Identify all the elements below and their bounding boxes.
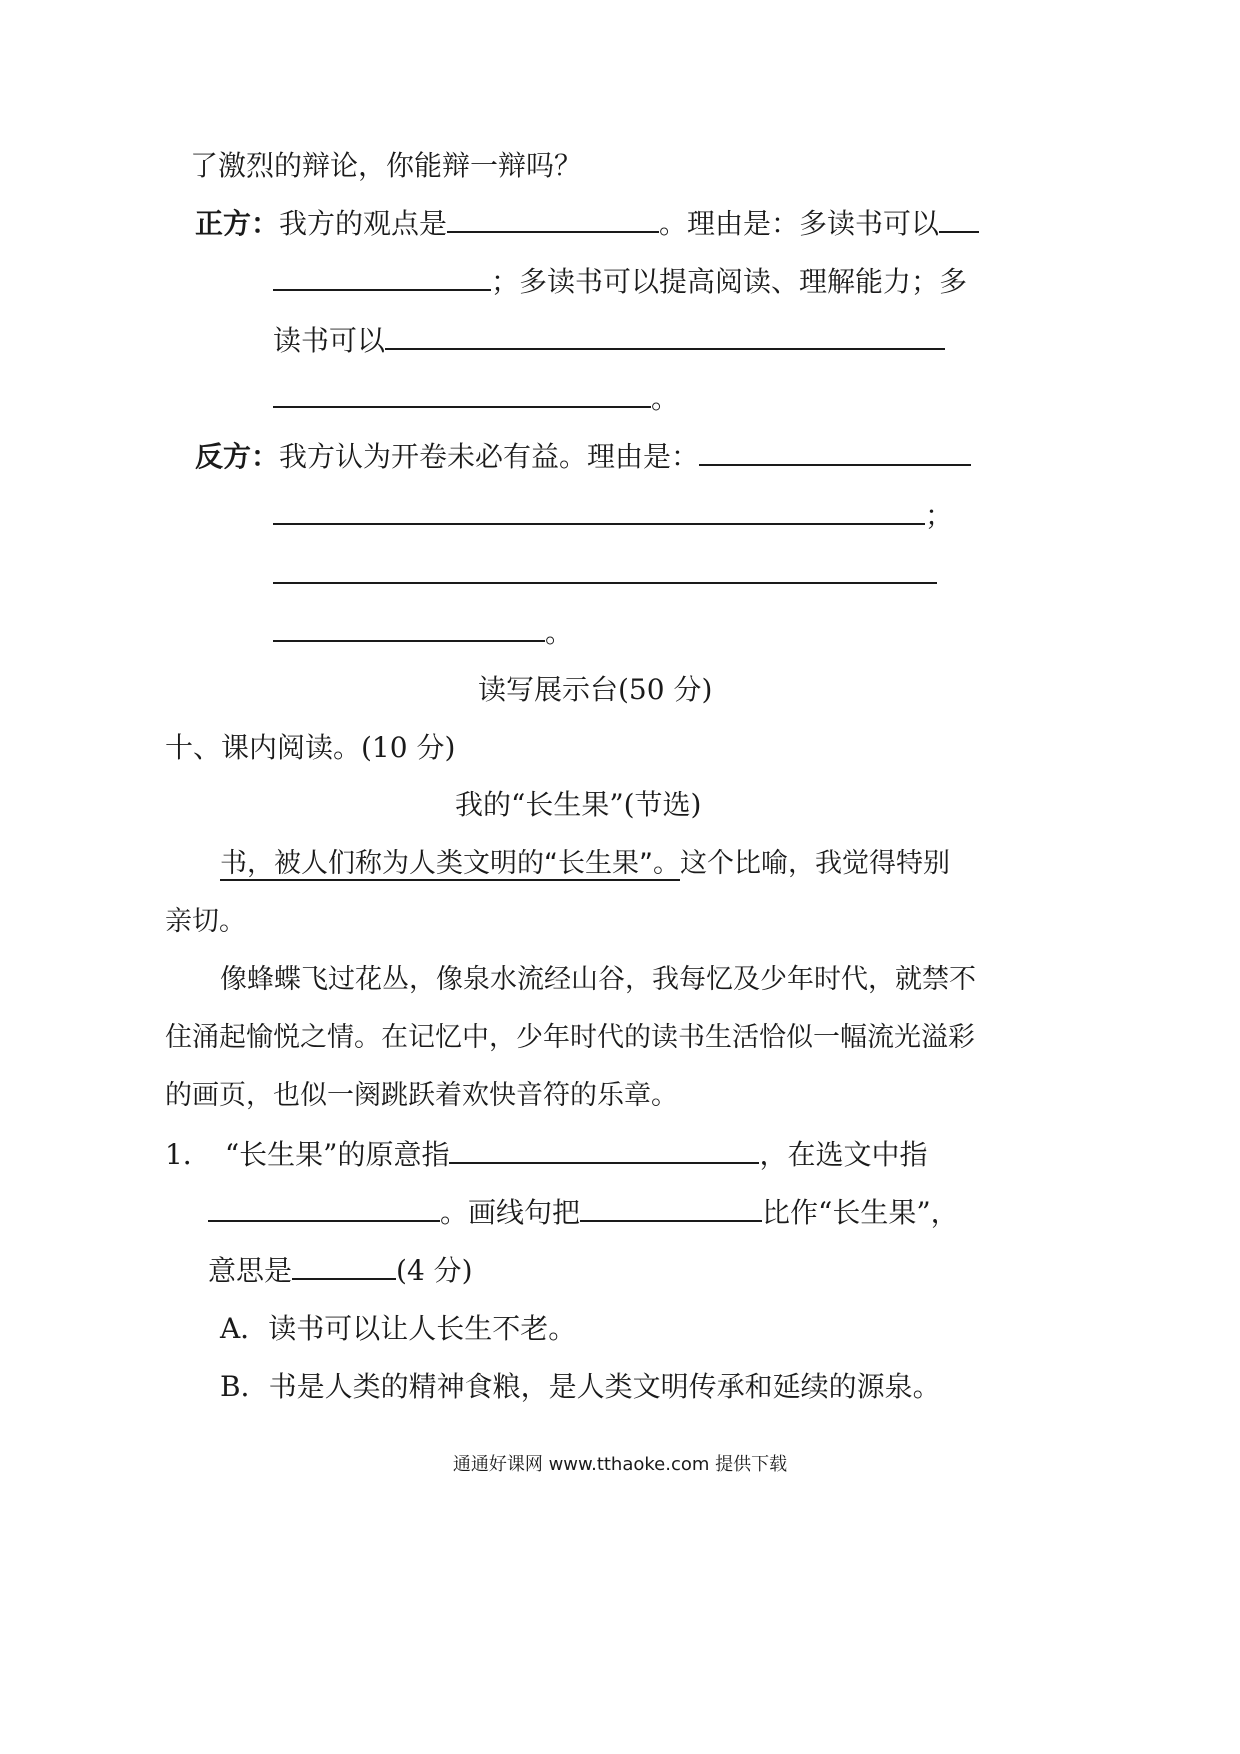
passage-p1-line-1: [220, 846, 950, 882]
q1-answer-choice-blank[interactable]: [292, 1252, 396, 1280]
pro-reason-3-blank-end[interactable]: [273, 380, 651, 408]
passage-p2-line-3: 的画页，也似一阕跳跃着欢快音符的乐章。: [165, 1080, 678, 1111]
passage-p2-line-2: 住涌起愉悦之情。在记忆中，少年时代的读书生活恰似一幅流光溢彩: [165, 1022, 975, 1053]
passage-p1-line-2: 亲切。: [165, 906, 246, 937]
con-reason-blank-2[interactable]: [273, 497, 925, 525]
pro-text-5: 。: [651, 382, 680, 415]
q1-text-3: 。画线句把: [440, 1196, 581, 1229]
con-text-2: ；: [925, 499, 954, 532]
con-reason-blank-3[interactable]: [273, 556, 937, 584]
q1-text-4: 比作“长生果”，: [762, 1196, 959, 1229]
section-title: 读写展示台(50 分): [478, 673, 713, 706]
pro-line-3: [273, 322, 945, 359]
pro-viewpoint-blank[interactable]: [447, 205, 659, 233]
intro-line: 了激烈的辩论，你能辩一辩吗？: [190, 149, 583, 182]
q1-compared-object-blank[interactable]: [580, 1194, 762, 1222]
q1-original-meaning-blank[interactable]: [449, 1136, 759, 1164]
pro-line-2: [273, 263, 967, 300]
q1-text-1: “长生果”的原意指: [224, 1138, 450, 1171]
pro-label: 正方：: [195, 207, 280, 240]
con-line-3: [273, 556, 937, 593]
pro-text-2: 。理由是：多读书可以: [659, 207, 940, 240]
con-line-2: [273, 497, 953, 534]
q1-number: 1．: [165, 1138, 211, 1171]
footer-credit: 通通好课网 www.tthaoke.com 提供下载: [452, 1454, 788, 1475]
con-text-1: 我方认为开卷未必有益。理由是：: [279, 440, 700, 473]
q1-text-2: ，在选文中指: [759, 1138, 928, 1171]
con-reason-blank-1[interactable]: [699, 438, 971, 466]
passage-p2-line-1: 像蜂蝶飞过花丛，像泉水流经山谷，我每忆及少年时代，就禁不: [220, 964, 976, 995]
pro-reason-1-blank-end[interactable]: [273, 263, 491, 291]
pro-text-4: 读书可以: [273, 324, 386, 357]
pro-text-1: 我方的观点是: [279, 207, 448, 240]
option-a[interactable]: A．读书可以让人长生不老。: [220, 1312, 577, 1345]
con-text-3: 。: [545, 616, 574, 649]
q1-line-3: [208, 1252, 473, 1289]
con-line-1: [195, 438, 971, 475]
q1-text-6: (4 分): [396, 1254, 473, 1287]
pro-reason-1-blank-start[interactable]: [939, 205, 979, 233]
con-label: 反方：: [195, 440, 280, 473]
option-b[interactable]: B．书是人类的精神食粮，是人类文明传承和延续的源泉。: [220, 1370, 941, 1403]
pro-reason-3-blank-start[interactable]: [385, 322, 945, 350]
con-line-4: [273, 614, 573, 651]
q1-line-1: [165, 1136, 927, 1173]
q10-heading: 十、课内阅读。(10 分): [165, 731, 456, 764]
con-reason-blank-4[interactable]: [273, 614, 545, 642]
pro-line-1: [195, 205, 979, 242]
q1-text-5: 意思是: [208, 1254, 293, 1287]
underlined-sentence: 书，被人们称为人类文明的“长生果”。: [220, 848, 680, 879]
pro-line-4: [273, 380, 679, 417]
pro-text-3: ；多读书可以提高阅读、理解能力；多: [491, 265, 968, 298]
q1-line-2: [208, 1194, 959, 1231]
passage-p1-rest: 这个比喻，我觉得特别: [679, 848, 950, 879]
passage-title: 我的“长生果”(节选): [455, 788, 702, 821]
q1-context-meaning-blank[interactable]: [208, 1194, 440, 1222]
